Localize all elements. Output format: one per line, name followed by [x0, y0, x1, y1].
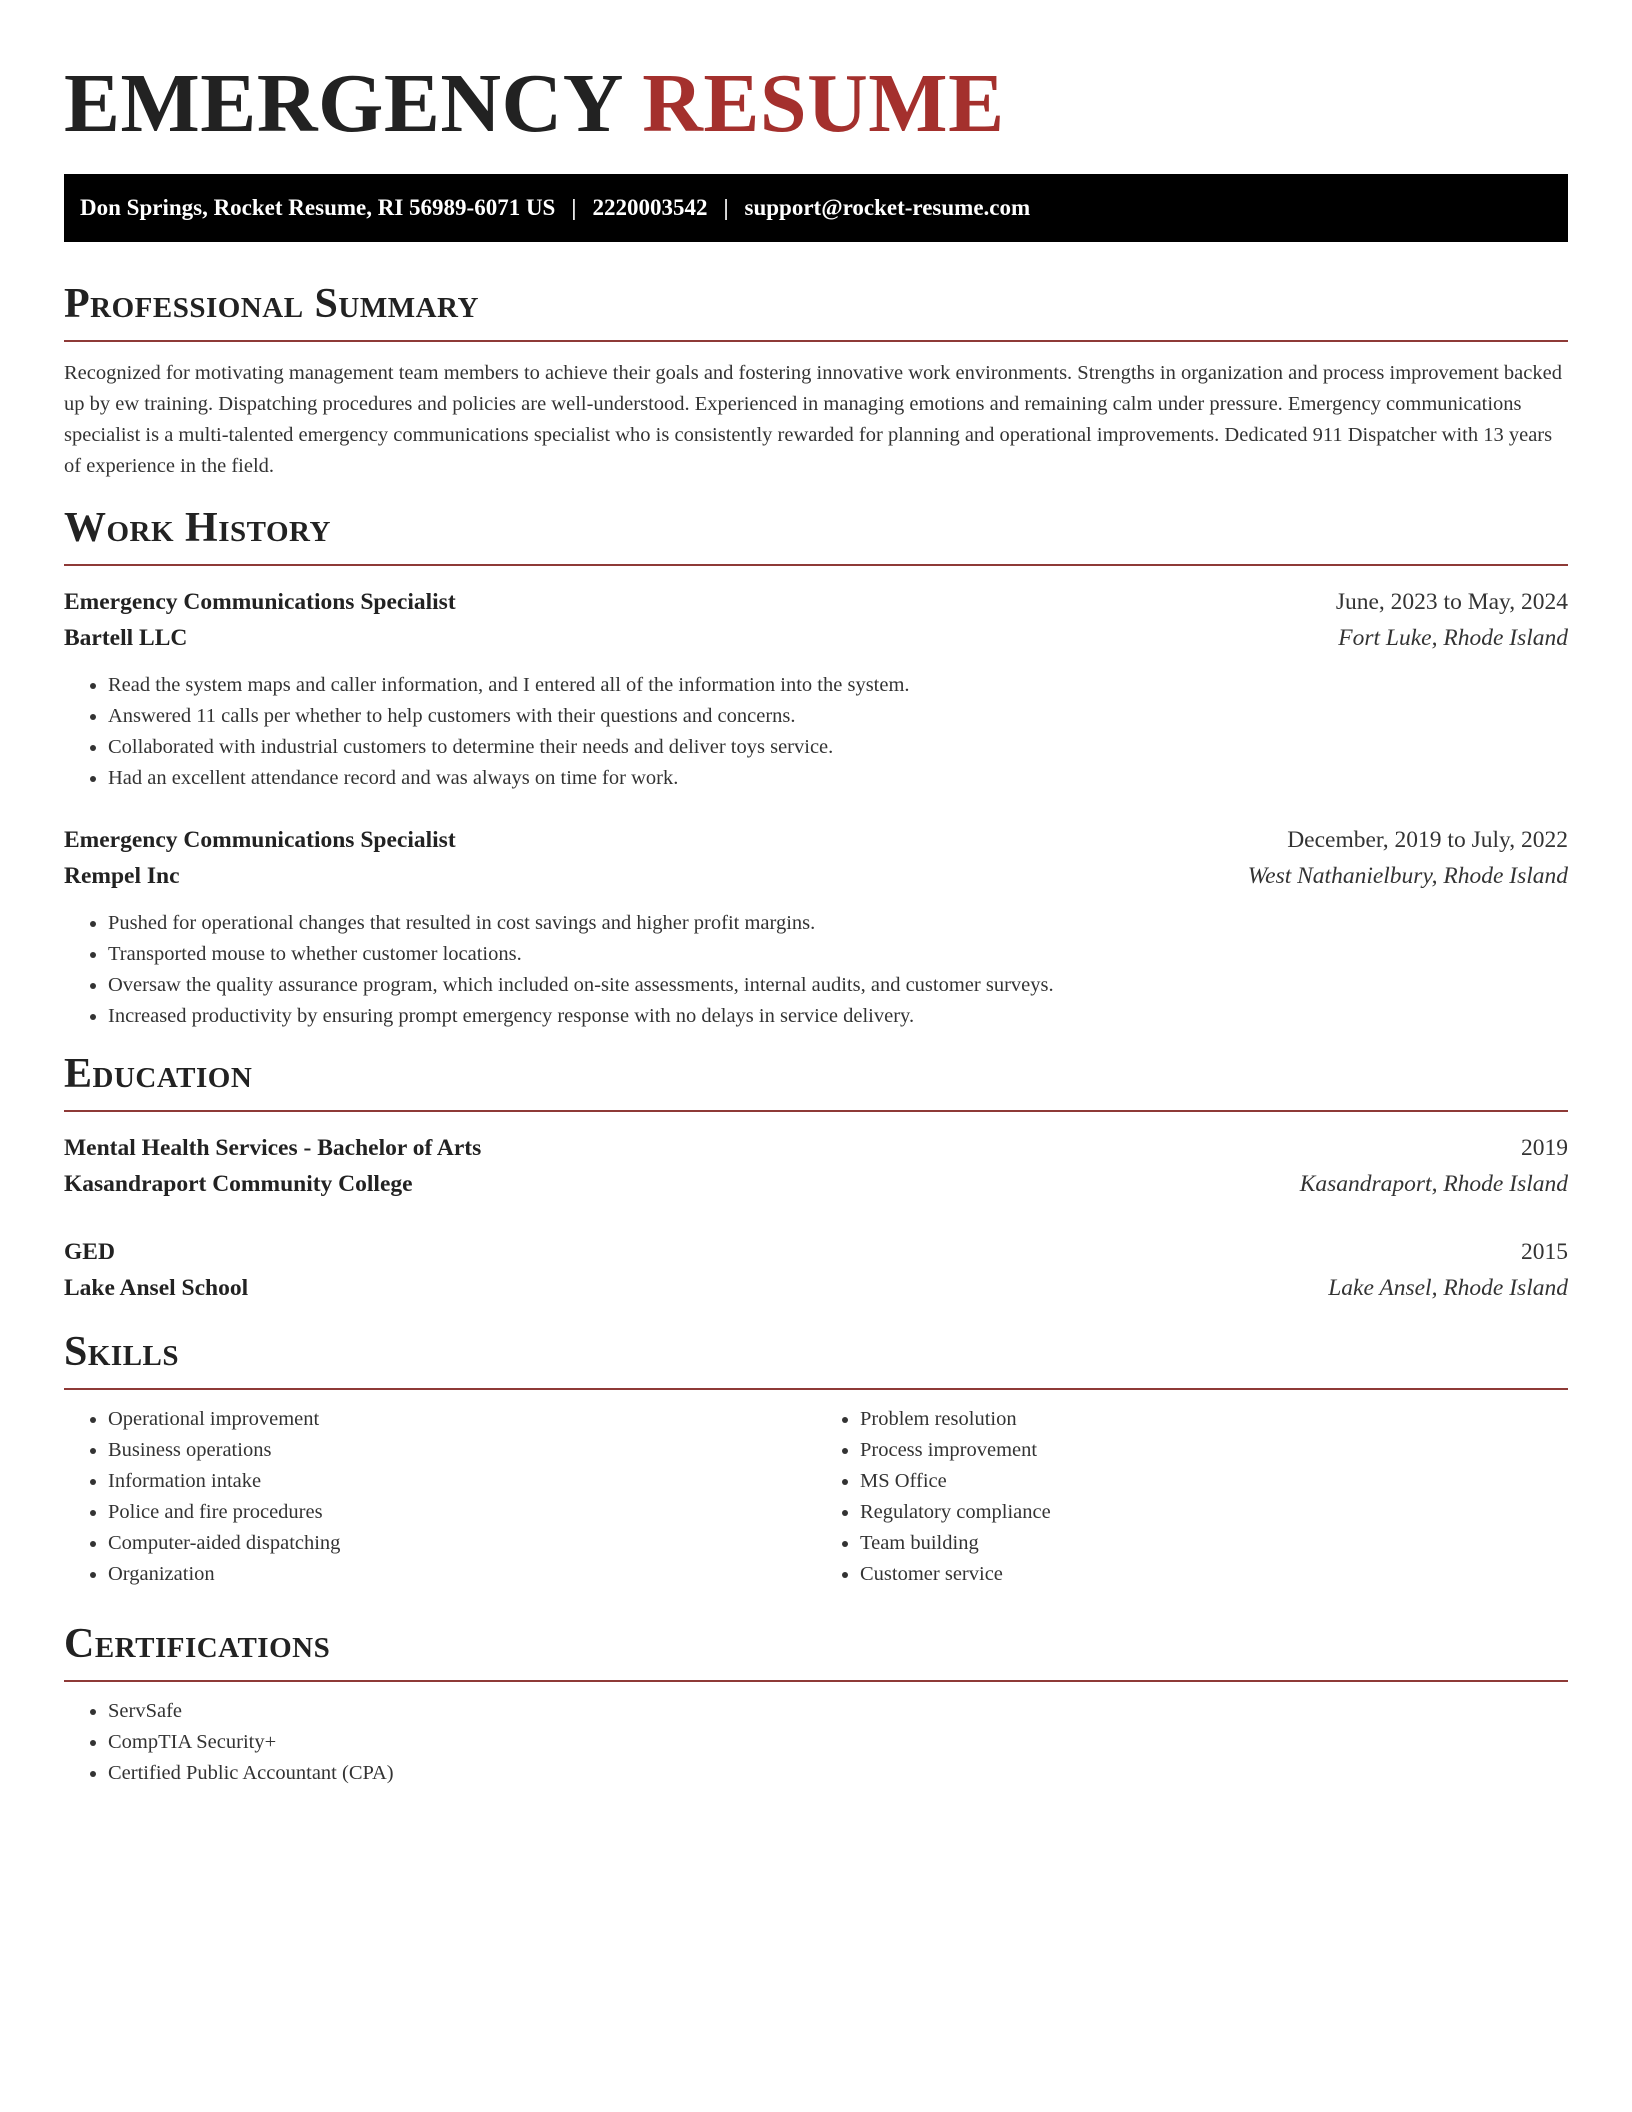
- certification-item: • CompTIA Security+: [108, 1727, 1568, 1758]
- job-bullet: • Answered 11 calls per whether to help customers with their questions and concerns.: [108, 701, 1568, 732]
- certification-item: • Certified Public Accountant (CPA): [108, 1758, 1568, 1789]
- contact-separator: |: [571, 195, 577, 220]
- education-degree: GED: [64, 1239, 115, 1265]
- section-divider: [64, 340, 1568, 342]
- job-company-row: [64, 620, 1568, 656]
- education-year: 2015: [1521, 1239, 1568, 1265]
- summary-section: [64, 278, 1568, 482]
- job-bullet: • Collaborated with industrial customers to determine their needs and deliver toys service.: [108, 732, 1568, 763]
- job-company: Rempel Inc: [64, 863, 180, 889]
- skill-item: • Information intake: [108, 1466, 816, 1497]
- education-school: Lake Ansel School: [64, 1275, 249, 1301]
- certifications-heading: Certifications: [64, 1621, 331, 1667]
- job-entry: [64, 584, 1568, 794]
- certification-item: • ServSafe: [108, 1696, 1568, 1727]
- contact-phone: 2220003542: [592, 195, 708, 220]
- skill-item: • Organization: [108, 1559, 816, 1590]
- skill-item: • Customer service: [860, 1559, 1568, 1590]
- job-dates: June, 2023 to May, 2024: [1335, 589, 1568, 615]
- education-location: Kasandraport, Rhode Island: [1299, 1171, 1568, 1197]
- education-section: [64, 1048, 1568, 1306]
- skill-item: • Business operations: [108, 1435, 816, 1466]
- job-bullet: • Pushed for operational changes that resulted in cost savings and higher profit margins.: [108, 908, 1568, 939]
- skills-column-right: [816, 1404, 1568, 1590]
- job-title: Emergency Communications Specialist: [64, 827, 456, 853]
- education-degree-row: [64, 1234, 1568, 1270]
- job-bullet: • Read the system maps and caller information, and I entered all of the information into the system.: [108, 670, 1568, 701]
- education-school: Kasandraport Community College: [64, 1171, 413, 1197]
- resume-title: [64, 54, 1568, 154]
- education-school-row: [64, 1166, 1568, 1202]
- education-heading: Education: [64, 1051, 253, 1097]
- skills-heading: Skills: [64, 1329, 180, 1375]
- summary-text: Recognized for motivating management team members to achieve their goals and fostering innovative work environments. Strengths in organization and process improvement backed up by ew training. Dispatching procedures and policies are well-understood. Experienced in managing emotions and remaining calm under pressure. Emergency communications specialist is a multi-talented emergency communications specialist who is consistently rewarded for planning and operational improvements. Dedicated 911 Dispatcher with 13 years of experience in the field.: [64, 362, 1562, 477]
- skill-item: • Operational improvement: [108, 1404, 816, 1435]
- job-bullet: • Had an excellent attendance record and was always on time for work.: [108, 763, 1568, 794]
- job-bullet: • Transported mouse to whether customer locations.: [108, 939, 1568, 970]
- job-location: West Nathanielbury, Rhode Island: [1247, 863, 1568, 889]
- education-entry: [64, 1234, 1568, 1306]
- skill-item: • Team building: [860, 1528, 1568, 1559]
- job-company: Bartell LLC: [64, 625, 188, 651]
- education-year: 2019: [1521, 1135, 1568, 1161]
- job-bullet: • Oversaw the quality assurance program, which included on-site assessments, internal audits, and customer surveys.: [108, 970, 1568, 1001]
- skill-item: • Problem resolution: [860, 1404, 1568, 1435]
- work-history-heading: Work History: [64, 505, 331, 551]
- section-divider: [64, 1388, 1568, 1390]
- contact-email: support@rocket-resume.com: [744, 195, 1031, 220]
- skill-item: • Police and fire procedures: [108, 1497, 816, 1528]
- skill-item: • Regulatory compliance: [860, 1497, 1568, 1528]
- job-title: Emergency Communications Specialist: [64, 589, 456, 615]
- education-degree-row: [64, 1130, 1568, 1166]
- job-bullet: • Increased productivity by ensuring prompt emergency response with no delays in service delivery.: [108, 1001, 1568, 1032]
- certifications-list: [64, 1696, 1568, 1789]
- work-history-section: [64, 502, 1568, 1032]
- summary-heading: Professional Summary: [64, 281, 479, 327]
- contact-separator: |: [723, 195, 729, 220]
- section-divider: [64, 1680, 1568, 1682]
- job-dates: December, 2019 to July, 2022: [1287, 827, 1568, 853]
- job-location: Fort Luke, Rhode Island: [1338, 625, 1568, 651]
- skill-item: • MS Office: [860, 1466, 1568, 1497]
- title-accent: RESUME: [642, 57, 1005, 150]
- education-entry: [64, 1130, 1568, 1202]
- skills-grid: [64, 1404, 1568, 1590]
- education-degree: Mental Health Services - Bachelor of Arts: [64, 1135, 482, 1161]
- job-bullets: [64, 908, 1568, 1032]
- section-divider: [64, 564, 1568, 566]
- job-company-row: [64, 858, 1568, 894]
- skills-section: [64, 1326, 1568, 1590]
- job-title-row: [64, 584, 1568, 620]
- skill-item: • Process improvement: [860, 1435, 1568, 1466]
- job-bullets: [64, 670, 1568, 794]
- contact-address: Don Springs, Rocket Resume, RI 56989-6071 US: [80, 195, 556, 220]
- section-divider: [64, 1110, 1568, 1112]
- skill-item: • Computer-aided dispatching: [108, 1528, 816, 1559]
- skills-column-left: [64, 1404, 816, 1590]
- title-main: EMERGENCY: [64, 57, 621, 150]
- job-entry: [64, 822, 1568, 1032]
- education-location: Lake Ansel, Rhode Island: [1328, 1275, 1568, 1301]
- certifications-section: [64, 1618, 1568, 1789]
- contact-bar: [64, 174, 1568, 242]
- education-school-row: [64, 1270, 1568, 1306]
- job-title-row: [64, 822, 1568, 858]
